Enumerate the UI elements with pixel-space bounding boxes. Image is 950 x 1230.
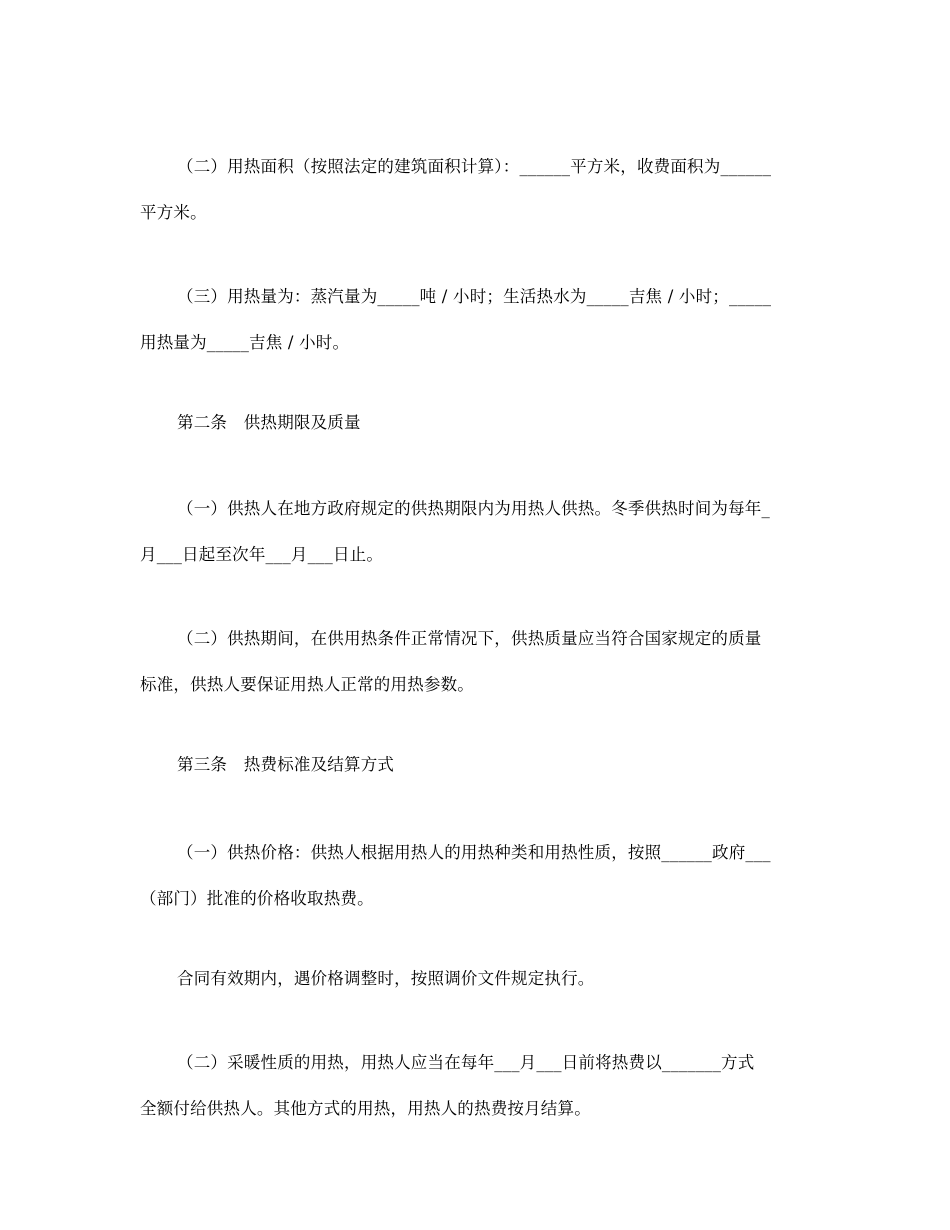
- text-line: 第三条 热费标准及结算方式: [177, 755, 395, 774]
- text-line: 月___日起至次年___月___日止。: [140, 545, 384, 564]
- paragraph-price: [140, 830, 810, 922]
- text-line: （三）用热量为：蒸汽量为_____吨 / 小时；生活热水为_____吉焦 / 小时；_____: [177, 287, 772, 306]
- text-line: 标准，供热人要保证用热人正常的用热参数。: [140, 675, 474, 694]
- paragraph-price-adjust: [140, 956, 810, 1002]
- article-2-heading: [140, 400, 810, 446]
- text-line: 第二条 供热期限及质量: [177, 413, 361, 432]
- text-line: 全额付给供热人。其他方式的用热，用热人的热费按月结算。: [140, 1099, 591, 1118]
- article-3-heading: [140, 742, 810, 788]
- paragraph-supply-period: [140, 486, 810, 578]
- text-line: （部门）批准的价格收取热费。: [140, 889, 374, 908]
- text-line: （二）供热期间，在供用热条件正常情况下，供热质量应当符合国家规定的质量: [177, 629, 762, 648]
- paragraph-supply-quality: [140, 616, 810, 708]
- paragraph-payment: [140, 1040, 810, 1132]
- text-line: 用热量为_____吉焦 / 小时。: [140, 333, 350, 352]
- text-line: （二）采暖性质的用热，用热人应当在每年___月___日前将热费以_______方式: [177, 1053, 755, 1072]
- text-line: （一）供热价格：供热人根据用热人的用热种类和用热性质，按照______政府___: [177, 843, 771, 862]
- paragraph-heat-area: [140, 144, 810, 236]
- paragraph-heat-amount: [140, 274, 810, 366]
- text-line: （二）用热面积（按照法定的建筑面积计算）：______平方米，收费面积为______: [177, 157, 772, 176]
- text-line: 平方米。: [140, 203, 207, 222]
- text-line: 合同有效期内，遇价格调整时，按照调价文件规定执行。: [177, 969, 595, 988]
- text-line: （一）供热人在地方政府规定的供热期限内为用热人供热。冬季供热时间为每年_: [177, 499, 770, 518]
